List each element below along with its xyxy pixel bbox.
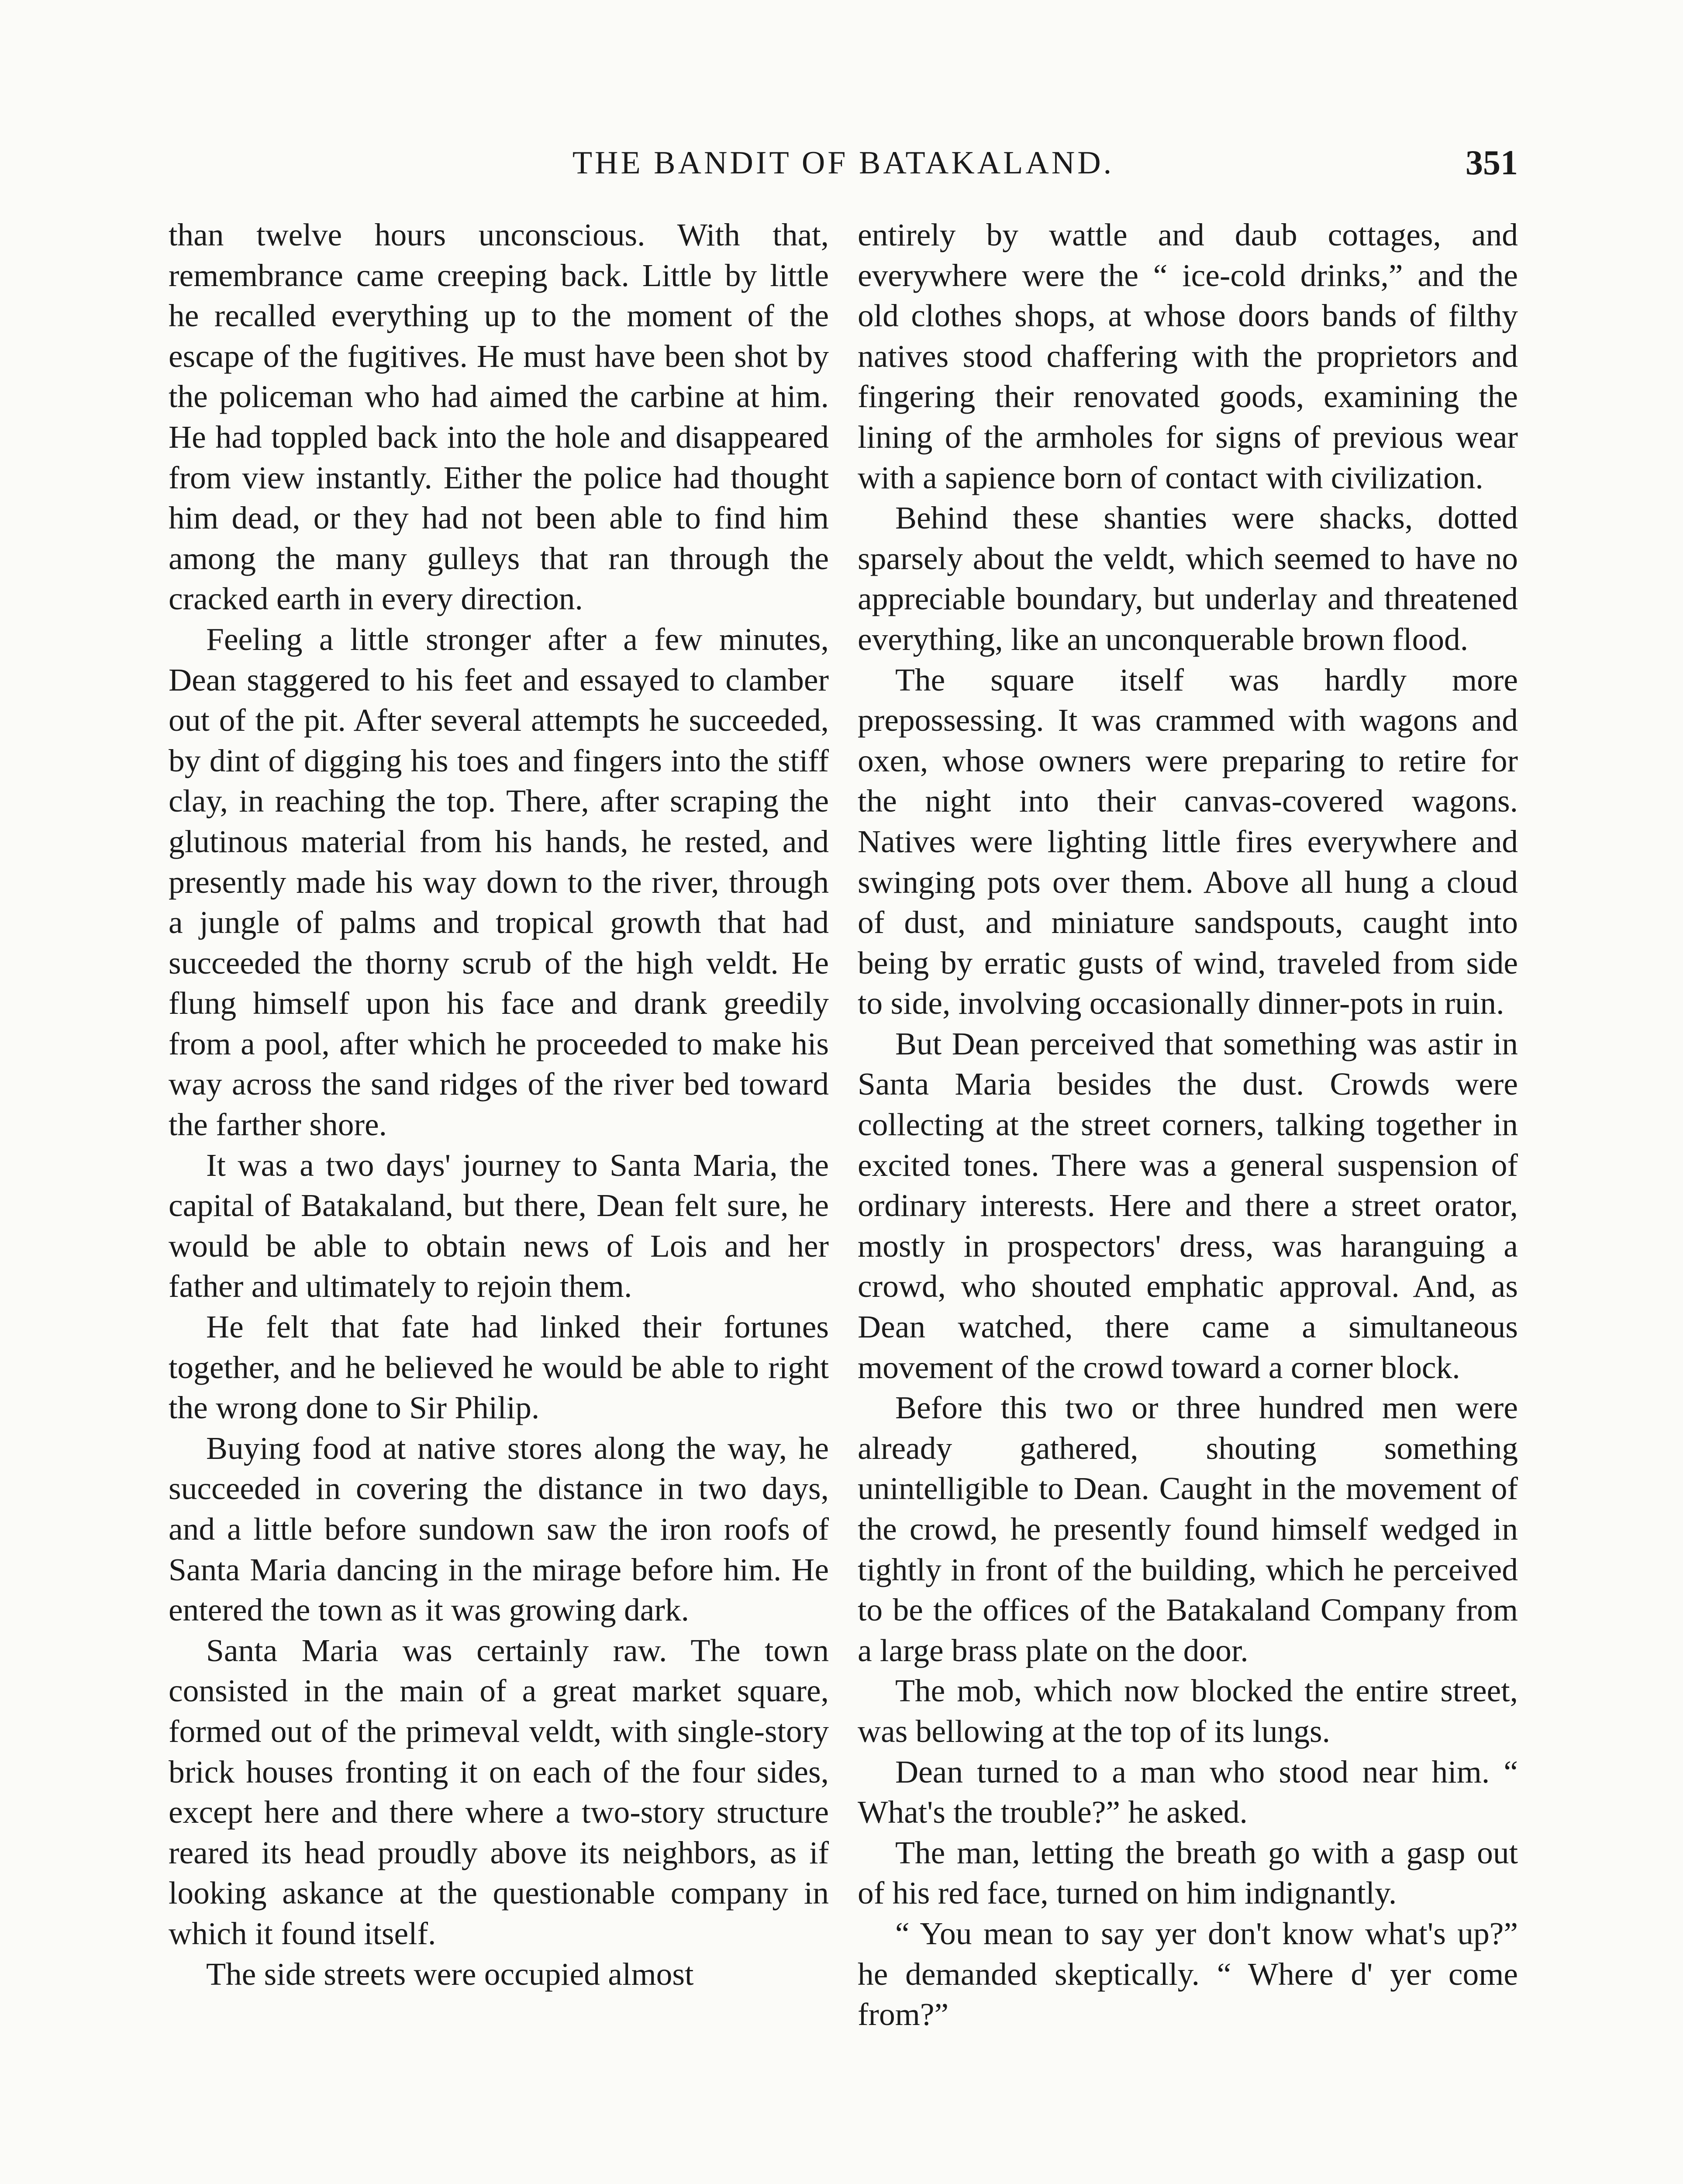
paragraph: The square itself was hardly more prepossessing. It was crammed with wagons and oxen, whose owners were preparing to retire for the night into their canvas-covered wagons. Natives were lighting little fires everywhere and swinging pots over them. Above all hung a cloud of dust, and miniature sandspouts, caught into being by erratic gusts of wind, traveled from side to side, involving occasionally dinner-pots in ruin. [858, 662, 1518, 1021]
paragraph: The mob, which now blocked the entire street, was bellowing at the top of its lungs. [858, 1673, 1518, 1749]
text-column-right [858, 215, 1518, 2035]
text-column-left [169, 215, 829, 1994]
paragraph: The side streets were occupied almost [206, 1956, 694, 1992]
paragraph: It was a two days' journey to Santa Maria, the capital of Batakaland, but there, Dean felt sure, he would be able to obtain news of Lois and her father and ultimately to rejoin them. [169, 1147, 829, 1304]
paragraph: Santa Maria was certainly raw. The town consisted in the main of a great market square, formed out of the primeval veldt, with single-story brick houses fronting it on each of the four sides, except here and there where a two-story structure reared its head proudly above its neighbors, as if looking askance at the questionable company in which it found itself. [169, 1632, 829, 1951]
paragraph: than twelve hours unconscious. With that, remembrance came creeping back. Little by little he recalled everything up to the moment of the escape of the fugitives. He must have been shot by the policeman who had aimed the carbine at him. He had toppled back into the hole and disappeared from view instantly. Either the police had thought him dead, or they had not been able to find him among the many gulleys that ran through the cracked earth in every direction. [169, 217, 829, 617]
paragraph: Feeling a little stronger after a few minutes, Dean staggered to his feet and essayed to clamber out of the pit. After several attempts he succeeded, by dint of digging his toes and fingers into the stiff clay, in reaching the top. There, after scraping the glutinous material from his hands, he rested, and presently made his way down to the river, through a jungle of palms and tropical growth that had succeeded the thorny scrub of the high veldt. He flung himself upon his face and drank greedily from a pool, after which he proceeded to make his way across the sand ridges of the river bed toward the farther shore. [169, 621, 829, 1143]
page-number: 351 [1466, 144, 1518, 182]
paragraph: Behind these shanties were shacks, dotted sparsely about the veldt, which seemed to have no appreciable boundary, but underlay and threatened everything, like an unconquerable brown flood. [858, 500, 1518, 657]
paragraph: The man, letting the breath go with a gasp out of his red face, turned on him indignantly. [858, 1835, 1518, 1911]
paragraph: entirely by wattle and daub cottages, and everywhere were the “ ice-cold drinks,” and the old clothes shops, at whose doors bands of filthy natives stood chaffering with the proprietors and fingering their renovated goods, examining the lining of the armholes for signs of previous wear with a sapience born of contact with civilization. [858, 217, 1518, 495]
running-header [169, 139, 1518, 187]
paragraph: Dean turned to a man who stood near him. “ What's the trouble?” he asked. [858, 1754, 1518, 1830]
paragraph: Before this two or three hundred men were already gathered, shouting something unintelligible to Dean. Caught in the movement of the crowd, he presently found himself wedged in tightly in front of the building, which he perceived to be the offices of the Batakaland Company from a large brass plate on the door. [858, 1390, 1518, 1668]
paragraph: But Dean perceived that something was astir in Santa Maria besides the dust. Crowds were collecting at the street corners, talking together in excited tones. There was a general suspension of ordinary interests. Here and there a street orator, mostly in prospectors' dress, was haranguing a crowd, who shouted emphatic approval. And, as Dean watched, there came a simultaneous movement of the crowd toward a corner block. [858, 1026, 1518, 1385]
paragraph: He felt that fate had linked their fortunes together, and he believed he would be able to right the wrong done to Sir Philip. [169, 1309, 829, 1426]
paragraph: Buying food at native stores along the way, he succeeded in covering the distance in two days, and a little before sundown saw the iron roofs of Santa Maria dancing in the mirage before him. He entered the town as it was growing dark. [169, 1430, 829, 1628]
running-title: THE BANDIT OF BATAKALAND. [572, 145, 1114, 181]
paragraph: “ You mean to say yer don't know what's up?” he demanded skeptically. “ Where d' yer come from?” [858, 1915, 1518, 2032]
